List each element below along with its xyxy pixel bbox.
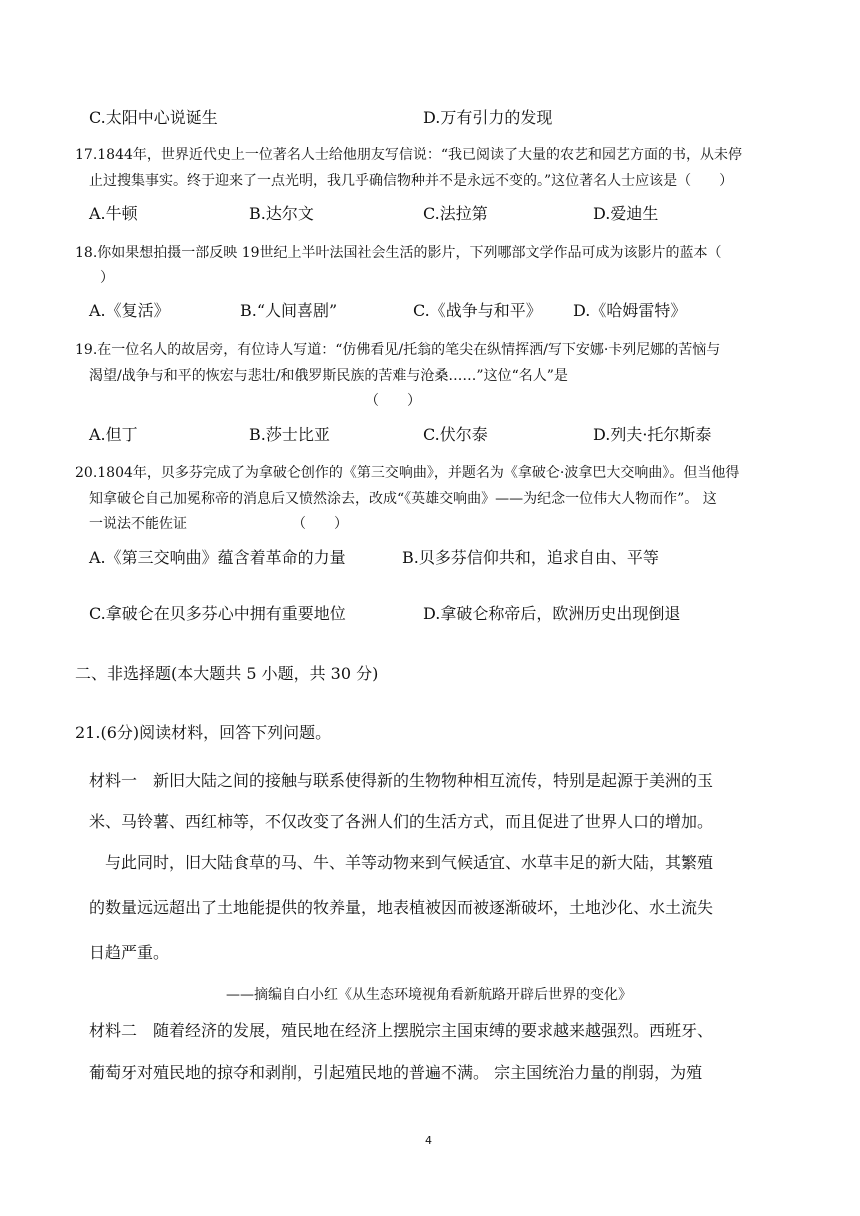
q19-stem-line3: （ ）: [365, 393, 421, 409]
q17-stem-line2: 止过搜集事实。终于迎来了一点光明，我几乎确信物种并不是永远不变的。”这位著名人士应该是（ ）: [89, 173, 734, 189]
q17-option-c: C.法拉第: [423, 204, 488, 223]
q20-stem-line2: 知拿破仑自己加冕称帝的消息后又愤然涂去，改成“《英雄交响曲》——为纪念一位伟大人物而作”。 这: [89, 491, 717, 507]
q19-stem-line2: 渴望/战争与和平的恢宏与悲壮/和俄罗斯民族的苦难与沧桑……”这位“名人”是: [89, 368, 568, 384]
q18-stem-line1: 18.你如果想拍摄一部反映 19世纪上半叶法国社会生活的影片，下列哪部文学作品可成为该影片的蓝本（: [75, 245, 722, 261]
q18-stem-line2: ）: [100, 270, 114, 286]
q21-material2-line: 葡萄牙对殖民地的掠夺和剥削，引起殖民地的普遍不满。 宗主国统治力量的削弱，为殖: [89, 1063, 703, 1082]
q21-material1-line: 日趋严重。: [89, 943, 170, 962]
q19-option-b: B.莎士比亚: [249, 425, 330, 444]
q21-stem: 21.(6分)阅读材料，回答下列问题。: [75, 723, 332, 742]
q20-option-d: D.拿破仑称帝后，欧洲历史出现倒退: [423, 604, 681, 623]
section-heading: 二、非选择题(本大题共 5 小题，共 30 分): [75, 664, 379, 683]
q21-material1-line: 的数量远远超出了土地能提供的牧养量，地表植被因而被逐渐破坏，土地沙化、水土流失: [89, 898, 714, 917]
q17-option-b: B.达尔文: [249, 204, 314, 223]
q17-option-d: D.爱迪生: [593, 204, 659, 223]
q21-material1-source: ——摘编自白小红《从生态环境视角看新航路开辟后世界的变化》: [226, 987, 632, 1003]
q20-option-a: A.《第三交响曲》蕴含着革命的力量: [89, 548, 346, 567]
q16-option-d: D.万有引力的发现: [423, 108, 553, 127]
q19-stem-line1: 19.在一位名人的故居旁，有位诗人写道：“仿佛看见/托翁的笔尖在纵情挥洒/写下安娜·卡列尼娜的苦恼与: [75, 342, 721, 358]
q19-option-a: A.但丁: [89, 425, 138, 444]
q21-material1-line: 材料一 新旧大陆之间的接触与联系使得新的生物物种相互流传，特别是起源于美洲的玉: [89, 771, 714, 790]
q19-option-d: D.列夫·托尔斯泰: [593, 425, 712, 444]
q20-stem-line1: 20.1804年，贝多芬完成了为拿破仑创作的《第三交响曲》，并题名为《拿破仑·波拿巴大交响曲》。但当他得: [75, 465, 740, 481]
q21-material1-line: 米、马铃薯、西红柿等，不仅改变了各洲人们的生活方式，而且促进了世界人口的增加。: [89, 812, 714, 831]
q20-option-c: C.拿破仑在贝多芬心中拥有重要地位: [89, 604, 346, 623]
q21-material1-line: 与此同时，旧大陆食草的马、牛、羊等动物来到气候适宜、水草丰足的新大陆，其繁殖: [105, 853, 714, 872]
q16-option-c: C.太阳中心说诞生: [89, 108, 218, 127]
page-number: 4: [425, 1134, 432, 1147]
q18-option-d: D.《哈姆雷特》: [573, 301, 687, 320]
q20-option-b: B.贝多芬信仰共和，追求自由、平等: [402, 548, 659, 567]
q17-stem-line1: 17.1844年，世界近代史上一位著名人士给他朋友写信说：“我已阅读了大量的农艺和园艺方面的书，从未停: [75, 147, 743, 163]
q21-material2-line: 材料二 随着经济的发展，殖民地在经济上摆脱宗主国束缚的要求越来越强烈。西班牙、: [89, 1021, 714, 1040]
q17-option-a: A.牛顿: [89, 204, 138, 223]
q20-stem-line3: 一说法不能佐证 （ ）: [89, 516, 348, 532]
q18-option-b: B.“人间喜剧”: [240, 301, 338, 320]
q18-option-a: A.《复活》: [89, 301, 170, 320]
q19-option-c: C.伏尔泰: [423, 425, 488, 444]
q18-option-c: C.《战争与和平》: [413, 301, 542, 320]
